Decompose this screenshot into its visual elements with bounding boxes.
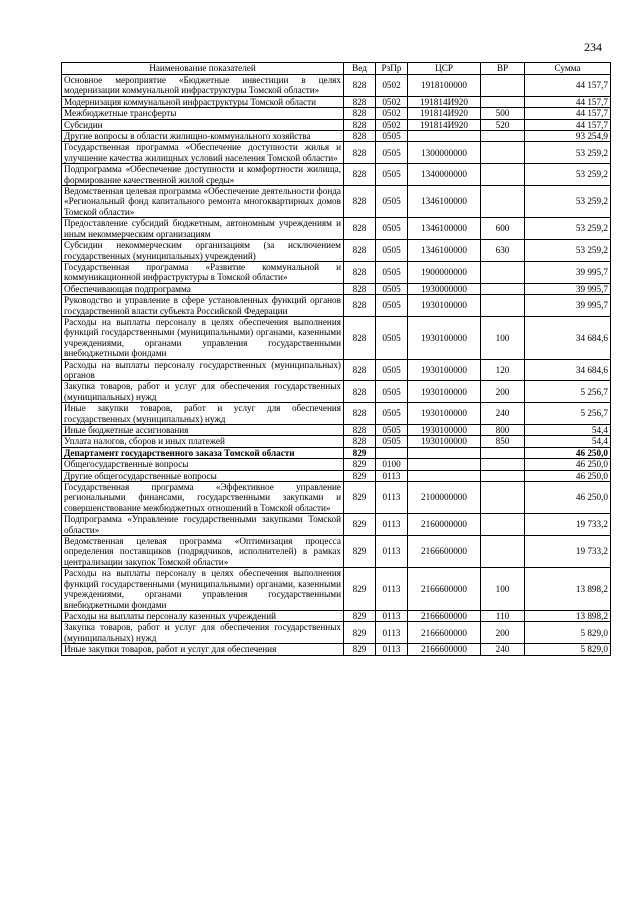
row-name-cell: Субсидии [62, 119, 344, 130]
row-vr-cell [481, 164, 525, 186]
row-vr-cell [481, 295, 525, 317]
row-ved-cell: 829 [344, 568, 376, 611]
header-ved: Вед [344, 63, 376, 75]
row-vr-cell: 850 [481, 436, 525, 447]
row-vr-cell: 200 [481, 622, 525, 644]
table-row [62, 436, 611, 447]
row-name-cell: Иные закупки товаров, работ и услуг для обеспечения государственных (муниципальных) нужд [62, 403, 344, 425]
table-row [62, 381, 611, 403]
row-ved-cell: 829 [344, 536, 376, 568]
row-name-cell: Закупка товаров, работ и услуг для обеспечения государственных (муниципальных) нужд [62, 381, 344, 403]
row-ved-cell: 828 [344, 283, 376, 294]
row-ved-cell: 828 [344, 436, 376, 447]
row-csr-cell: 1346100000 [408, 186, 481, 218]
table-row [62, 482, 611, 514]
row-vr-cell [481, 459, 525, 470]
row-ved-cell: 828 [344, 359, 376, 381]
row-vr-cell: 800 [481, 425, 525, 436]
table-row [62, 622, 611, 644]
row-name-cell: Обеспечивающая подпрограмма [62, 283, 344, 294]
row-sum-cell: 53 259,2 [525, 240, 611, 262]
row-csr-cell [408, 459, 481, 470]
row-ved-cell: 828 [344, 131, 376, 142]
row-name-cell: Государственная программа «Обеспечение доступности жилья и улучшение качества жилищных условий населения Томской области» [62, 142, 344, 164]
row-sum-cell: 13 898,2 [525, 610, 611, 621]
row-name-cell: Подпрограмма «Управление государственными закупками Томской области» [62, 514, 344, 536]
row-vr-cell: 120 [481, 359, 525, 381]
row-csr-cell: 2166600000 [408, 644, 481, 655]
table-row [62, 186, 611, 218]
row-csr-cell: 2166600000 [408, 568, 481, 611]
row-ved-cell: 829 [344, 514, 376, 536]
row-vr-cell [481, 447, 525, 458]
row-ved-cell: 828 [344, 96, 376, 107]
row-ved-cell: 828 [344, 142, 376, 164]
row-sum-cell: 44 157,7 [525, 96, 611, 107]
row-rzpr-cell: 0113 [376, 622, 408, 644]
row-sum-cell: 5 829,0 [525, 622, 611, 644]
row-ved-cell: 828 [344, 316, 376, 359]
budget-table [61, 62, 611, 656]
table-row [62, 261, 611, 283]
row-csr-cell: 1346100000 [408, 240, 481, 262]
table-row [62, 119, 611, 130]
table-row [62, 108, 611, 119]
row-csr-cell: 2100000000 [408, 482, 481, 514]
row-sum-cell: 44 157,7 [525, 108, 611, 119]
row-csr-cell: 1300000000 [408, 142, 481, 164]
row-rzpr-cell: 0505 [376, 436, 408, 447]
row-rzpr-cell: 0505 [376, 218, 408, 240]
row-ved-cell: 829 [344, 482, 376, 514]
row-csr-cell: 1930100000 [408, 295, 481, 317]
row-rzpr-cell: 0113 [376, 568, 408, 611]
row-rzpr-cell: 0113 [376, 536, 408, 568]
row-ved-cell: 829 [344, 622, 376, 644]
row-sum-cell: 53 259,2 [525, 164, 611, 186]
table-row [62, 295, 611, 317]
row-csr-cell: 1930100000 [408, 403, 481, 425]
row-vr-cell [481, 470, 525, 481]
table-row [62, 142, 611, 164]
row-csr-cell: 1918100000 [408, 75, 481, 97]
row-rzpr-cell [376, 447, 408, 458]
row-rzpr-cell: 0505 [376, 186, 408, 218]
row-rzpr-cell: 0113 [376, 610, 408, 621]
row-rzpr-cell: 0502 [376, 75, 408, 97]
header-csr: ЦСР [408, 63, 481, 75]
table-row [62, 459, 611, 470]
row-vr-cell [481, 131, 525, 142]
row-name-cell: Другие вопросы в области жилищно-коммунального хозяйства [62, 131, 344, 142]
row-csr-cell: 1930100000 [408, 381, 481, 403]
row-ved-cell: 828 [344, 186, 376, 218]
row-vr-cell: 100 [481, 568, 525, 611]
table-row [62, 403, 611, 425]
row-rzpr-cell: 0505 [376, 403, 408, 425]
row-sum-cell: 93 254,9 [525, 131, 611, 142]
row-csr-cell: 191814И920 [408, 119, 481, 130]
table-row [62, 283, 611, 294]
row-name-cell: Основное мероприятие «Бюджетные инвестиции в целях модернизации коммунальной инфраструктуры Томской области» [62, 75, 344, 97]
table-row [62, 536, 611, 568]
row-csr-cell: 2166600000 [408, 536, 481, 568]
row-sum-cell: 46 250,0 [525, 447, 611, 458]
table-row [62, 218, 611, 240]
row-ved-cell: 829 [344, 459, 376, 470]
row-ved-cell: 828 [344, 403, 376, 425]
row-name-cell: Другие общегосударственные вопросы [62, 470, 344, 481]
row-vr-cell [481, 536, 525, 568]
row-name-cell: Подпрограмма «Обеспечение доступности и комфортности жилища, формирование качественной жилой среды» [62, 164, 344, 186]
row-ved-cell: 828 [344, 218, 376, 240]
row-vr-cell [481, 261, 525, 283]
table-row [62, 240, 611, 262]
row-vr-cell [481, 75, 525, 97]
row-csr-cell: 1930100000 [408, 316, 481, 359]
row-vr-cell [481, 514, 525, 536]
row-name-cell: Предоставление субсидий бюджетным, автономным учреждениям и иным некоммерческим организациям [62, 218, 344, 240]
row-sum-cell: 34 684,6 [525, 316, 611, 359]
row-csr-cell: 1900000000 [408, 261, 481, 283]
row-ved-cell: 828 [344, 381, 376, 403]
row-vr-cell: 240 [481, 644, 525, 655]
row-sum-cell: 46 250,0 [525, 459, 611, 470]
row-vr-cell: 520 [481, 119, 525, 130]
row-name-cell: Модернизация коммунальной инфраструктуры Томской области [62, 96, 344, 107]
row-rzpr-cell: 0505 [376, 359, 408, 381]
row-ved-cell: 828 [344, 119, 376, 130]
table-row [62, 316, 611, 359]
row-vr-cell: 100 [481, 316, 525, 359]
row-rzpr-cell: 0505 [376, 261, 408, 283]
row-sum-cell: 53 259,2 [525, 186, 611, 218]
row-name-cell: Руководство и управление в сфере установленных функций органов государственной власти субъекта Российской Федерации [62, 295, 344, 317]
row-csr-cell [408, 470, 481, 481]
table-row [62, 131, 611, 142]
row-rzpr-cell: 0505 [376, 240, 408, 262]
table-header-row [62, 63, 611, 75]
row-rzpr-cell: 0113 [376, 470, 408, 481]
row-csr-cell [408, 447, 481, 458]
table-row [62, 447, 611, 458]
row-sum-cell: 54,4 [525, 425, 611, 436]
row-name-cell: Департамент государственного заказа Томской области [62, 447, 344, 458]
row-ved-cell: 828 [344, 261, 376, 283]
row-csr-cell: 191814И920 [408, 96, 481, 107]
row-rzpr-cell: 0505 [376, 164, 408, 186]
row-sum-cell: 19 733,2 [525, 514, 611, 536]
row-csr-cell: 2166600000 [408, 610, 481, 621]
row-sum-cell: 44 157,7 [525, 119, 611, 130]
row-rzpr-cell: 0505 [376, 283, 408, 294]
row-sum-cell: 34 684,6 [525, 359, 611, 381]
row-csr-cell: 1930100000 [408, 436, 481, 447]
row-sum-cell: 5 829,0 [525, 644, 611, 655]
row-sum-cell: 13 898,2 [525, 568, 611, 611]
row-vr-cell: 600 [481, 218, 525, 240]
row-name-cell: Ведомственная целевая программа «Оптимизация процесса определения поставщиков (подрядчиков, исполнителей) в рамках централизации закупок Томской области» [62, 536, 344, 568]
row-sum-cell: 46 250,0 [525, 482, 611, 514]
row-rzpr-cell: 0502 [376, 96, 408, 107]
header-vr: ВР [481, 63, 525, 75]
row-vr-cell [481, 186, 525, 218]
row-ved-cell: 828 [344, 240, 376, 262]
row-name-cell: Субсидии некоммерческим организациям (за исключением государственных (муниципальных) учреждений) [62, 240, 344, 262]
row-rzpr-cell: 0100 [376, 459, 408, 470]
header-rzpr: РзПр [376, 63, 408, 75]
row-vr-cell: 500 [481, 108, 525, 119]
table-row [62, 644, 611, 655]
page-number: 234 [584, 40, 602, 54]
row-rzpr-cell: 0113 [376, 514, 408, 536]
row-vr-cell [481, 283, 525, 294]
table-row [62, 514, 611, 536]
header-name: Наименование показателей [62, 63, 344, 75]
row-csr-cell: 1930100000 [408, 425, 481, 436]
row-rzpr-cell: 0505 [376, 316, 408, 359]
table-row [62, 470, 611, 481]
row-rzpr-cell: 0113 [376, 644, 408, 655]
row-csr-cell: 2166600000 [408, 622, 481, 644]
row-ved-cell: 829 [344, 470, 376, 481]
row-vr-cell: 200 [481, 381, 525, 403]
row-name-cell: Иные закупки товаров, работ и услуг для обеспечения [62, 644, 344, 655]
row-vr-cell [481, 142, 525, 164]
row-sum-cell: 44 157,7 [525, 75, 611, 97]
row-ved-cell: 828 [344, 164, 376, 186]
row-rzpr-cell: 0505 [376, 131, 408, 142]
table-body [62, 75, 611, 656]
row-name-cell: Расходы на выплаты персоналу в целях обеспечения выполнения функций государственными (муниципальными) органами, казенными учреждениями, органами управления государственными внебюджетными фондами [62, 568, 344, 611]
table-row [62, 359, 611, 381]
row-sum-cell: 39 995,7 [525, 261, 611, 283]
row-sum-cell: 53 259,2 [525, 142, 611, 164]
row-ved-cell: 829 [344, 447, 376, 458]
row-name-cell: Государственная программа «Развитие коммунальной и коммуникационной инфраструктуры в Томской области» [62, 261, 344, 283]
table-row [62, 610, 611, 621]
row-name-cell: Ведомственная целевая программа «Обеспечение деятельности фонда «Региональный фонд капитального ремонта многоквартирных домов Томской области» [62, 186, 344, 218]
row-csr-cell: 1340000000 [408, 164, 481, 186]
row-csr-cell: 191814И920 [408, 108, 481, 119]
row-name-cell: Государственная программа «Эффективное управление региональными финансами, государственными закупками и совершенствование межбюджетных отношений в Томской области» [62, 482, 344, 514]
table-row [62, 425, 611, 436]
table-row [62, 75, 611, 97]
row-name-cell: Межбюджетные трансферты [62, 108, 344, 119]
row-rzpr-cell: 0502 [376, 108, 408, 119]
row-ved-cell: 828 [344, 108, 376, 119]
row-vr-cell: 630 [481, 240, 525, 262]
table-row [62, 568, 611, 611]
table-row [62, 164, 611, 186]
row-rzpr-cell: 0505 [376, 295, 408, 317]
row-vr-cell [481, 482, 525, 514]
row-sum-cell: 46 250,0 [525, 470, 611, 481]
row-name-cell: Закупка товаров, работ и услуг для обеспечения государственных (муниципальных) нужд [62, 622, 344, 644]
row-ved-cell: 828 [344, 295, 376, 317]
row-rzpr-cell: 0502 [376, 119, 408, 130]
row-csr-cell: 1346100000 [408, 218, 481, 240]
row-csr-cell: 1930000000 [408, 283, 481, 294]
header-sum: Сумма [525, 63, 611, 75]
row-ved-cell: 828 [344, 425, 376, 436]
row-name-cell: Иные бюджетные ассигнования [62, 425, 344, 436]
row-vr-cell: 240 [481, 403, 525, 425]
row-name-cell: Уплата налогов, сборов и иных платежей [62, 436, 344, 447]
row-rzpr-cell: 0505 [376, 425, 408, 436]
row-sum-cell: 5 256,7 [525, 403, 611, 425]
row-vr-cell [481, 96, 525, 107]
row-rzpr-cell: 0113 [376, 482, 408, 514]
row-sum-cell: 54,4 [525, 436, 611, 447]
row-name-cell: Расходы на выплаты персоналу казенных учреждений [62, 610, 344, 621]
row-sum-cell: 39 995,7 [525, 295, 611, 317]
row-sum-cell: 19 733,2 [525, 536, 611, 568]
row-name-cell: Расходы на выплаты персоналу в целях обеспечения выполнения функций государственными (муниципальными) органами, казенными учреждениями, органами управления государственными внебюджетными фондами [62, 316, 344, 359]
row-sum-cell: 53 259,2 [525, 218, 611, 240]
row-vr-cell: 110 [481, 610, 525, 621]
row-sum-cell: 39 995,7 [525, 283, 611, 294]
row-csr-cell [408, 131, 481, 142]
row-rzpr-cell: 0505 [376, 381, 408, 403]
row-ved-cell: 829 [344, 610, 376, 621]
row-rzpr-cell: 0505 [376, 142, 408, 164]
row-name-cell: Расходы на выплаты персоналу государственных (муниципальных) органов [62, 359, 344, 381]
row-csr-cell: 1930100000 [408, 359, 481, 381]
row-csr-cell: 2160000000 [408, 514, 481, 536]
table-row [62, 96, 611, 107]
row-sum-cell: 5 256,7 [525, 381, 611, 403]
row-ved-cell: 829 [344, 644, 376, 655]
row-name-cell: Общегосударственные вопросы [62, 459, 344, 470]
row-ved-cell: 828 [344, 75, 376, 97]
